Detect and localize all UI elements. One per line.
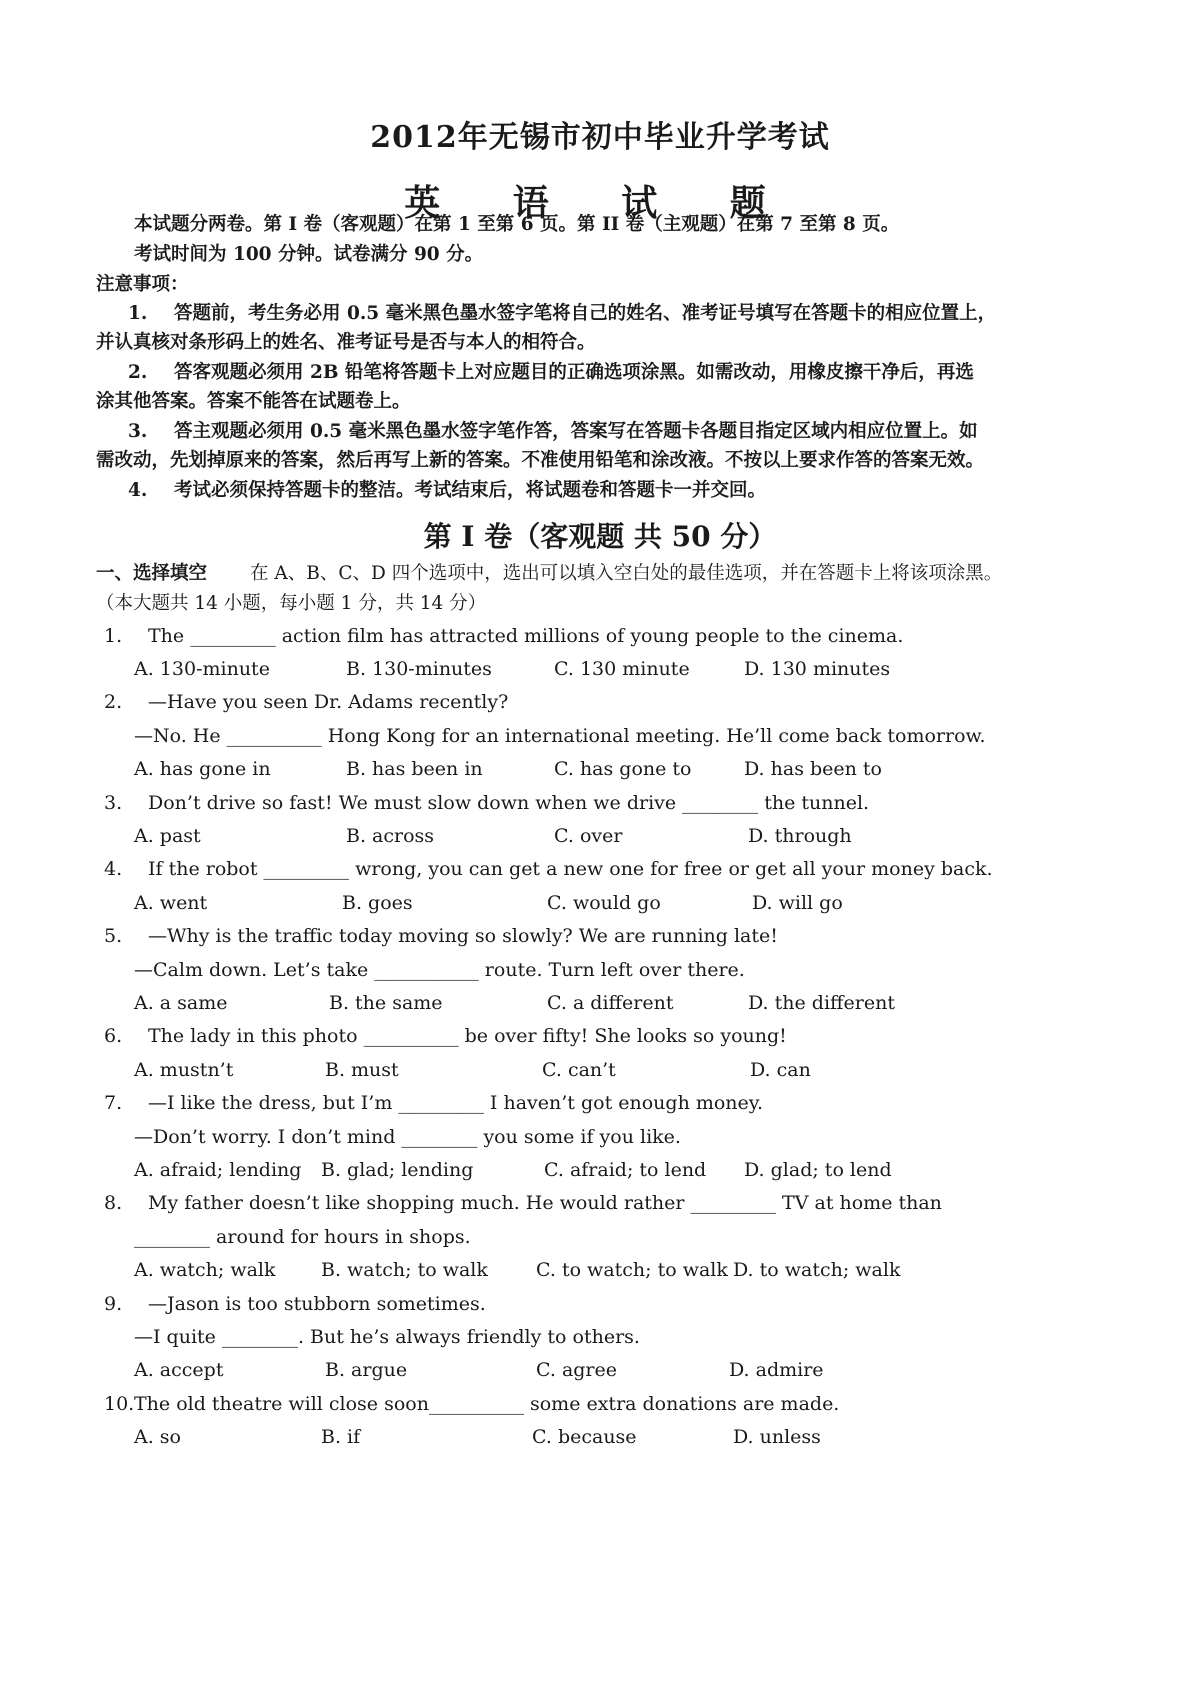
question-7 (104, 1091, 763, 1115)
option-a: A. mustn’t (134, 1059, 234, 1081)
option-b: B. the same (329, 992, 443, 1014)
question-stem: —I like the dress, but I’m _________ I haven’t got enough money. (148, 1092, 764, 1114)
intro-line-1: 本试题分两卷。第 I 卷（客观题）在第 1 至第 6 页。第 II 卷（主观题）在第 7 至第 8 页。 (134, 214, 900, 235)
option-c: C. because (532, 1426, 637, 1448)
option-b: B. argue (325, 1359, 408, 1381)
question-6 (104, 1024, 787, 1048)
question-stem: The old theatre will close soon__________ some extra donations are made. (134, 1393, 840, 1415)
option-a: A. went (134, 892, 208, 914)
option-a: A. accept (134, 1359, 224, 1381)
note-2-number: 2. (128, 362, 148, 383)
question-stem-line-2: —Calm down. Let’s take ___________ route. Turn left over there. (134, 959, 745, 981)
option-d: D. glad; to lend (744, 1159, 892, 1181)
section-title: 第 I 卷（客观题 共 50 分） (423, 520, 777, 553)
question-number: 8. (104, 1192, 123, 1214)
option-d: D. 130 minutes (744, 658, 891, 680)
option-d: D. through (748, 825, 852, 847)
part-heading: 一、选择填空 (96, 563, 208, 584)
option-b: B. 130-minutes (346, 658, 492, 680)
note-1-line-1: 答题前，考生务必用 0.5 毫米黑色墨水签字笔将自己的姓名、准考证号填写在答题卡的相应位置上， (174, 303, 997, 324)
option-d: D. can (750, 1059, 811, 1081)
question-stem: The _________ action film has attracted millions of young people to the cinema. (148, 625, 904, 647)
option-c: C. agree (536, 1359, 618, 1381)
intro-line-2: 考试时间为 100 分钟。试卷满分 90 分。 (134, 244, 484, 265)
option-a: A. past (134, 825, 201, 847)
option-a: A. watch; walk (134, 1259, 276, 1281)
question-number: 3. (104, 792, 123, 814)
option-a: A. so (134, 1426, 181, 1448)
question-stem: —Have you seen Dr. Adams recently? (148, 691, 509, 713)
question-stem: My father doesn’t like shopping much. He would rather _________ TV at home than (148, 1192, 942, 1214)
note-1-number: 1. (128, 303, 148, 324)
question-number: 6. (104, 1025, 123, 1047)
question-stem-line-2: —No. He __________ Hong Kong for an international meeting. He’ll come back tomorrow. (134, 725, 986, 747)
option-b: B. glad; lending (321, 1159, 474, 1181)
question-9 (104, 1292, 486, 1316)
option-c: C. has gone to (554, 758, 692, 780)
option-c: C. afraid; to lend (544, 1159, 707, 1181)
note-1-line-2: 并认真核对条形码上的姓名、准考证号是否与本人的相符合。 (96, 332, 596, 353)
option-b: B. if (321, 1426, 361, 1448)
question-stem: —Why is the traffic today moving so slowly? We are running late! (148, 925, 778, 947)
question-number: 7. (104, 1092, 123, 1114)
note-2-line-1: 答客观题必须用 2B 铅笔将答题卡上对应题目的正确选项涂黑。如需改动，用橡皮擦干净后，再选 (174, 362, 974, 383)
note-3-number: 3. (128, 421, 148, 442)
question-stem-line-2: —Don’t worry. I don’t mind ________ you some if you like. (134, 1126, 681, 1148)
note-3-line-1: 答主观题必须用 0.5 毫米黑色墨水签字笔作答，答案写在答题卡各题目指定区域内相应位置上。如 (174, 421, 978, 442)
option-b: B. watch; to walk (321, 1259, 488, 1281)
option-a: A. has gone in (134, 758, 271, 780)
option-c: C. can’t (542, 1059, 616, 1081)
question-1 (104, 624, 903, 648)
note-4-number: 4. (128, 480, 148, 501)
option-c: C. would go (547, 892, 661, 914)
question-3 (104, 791, 869, 815)
option-c: C. over (554, 825, 623, 847)
question-number: 10. (104, 1393, 135, 1415)
question-stem: Don’t drive so fast! We must slow down when we drive ________ the tunnel. (148, 792, 870, 814)
question-2 (104, 690, 508, 714)
option-d: D. to watch; walk (733, 1259, 901, 1281)
question-number: 2. (104, 691, 123, 713)
question-number: 1. (104, 625, 123, 647)
part-note: （本大题共 14 小题，每小题 1 分，共 14 分） (96, 593, 487, 614)
question-number: 9. (104, 1293, 123, 1315)
question-stem: —Jason is too stubborn sometimes. (148, 1293, 486, 1315)
option-d: D. unless (733, 1426, 821, 1448)
option-d: D. the different (748, 992, 895, 1014)
question-8 (104, 1191, 942, 1215)
question-stem-line-2: —I quite ________. But he’s always friendly to others. (134, 1326, 640, 1348)
option-b: B. across (346, 825, 435, 847)
option-b: B. goes (342, 892, 413, 914)
option-c: C. a different (547, 992, 674, 1014)
option-d: D. admire (729, 1359, 824, 1381)
question-number: 5. (104, 925, 123, 947)
question-stem: The lady in this photo __________ be over fifty! She looks so young! (148, 1025, 787, 1047)
question-stem: If the robot _________ wrong, you can get a new one for free or get all your money back. (148, 858, 993, 880)
question-5 (104, 924, 778, 948)
notes-heading: 注意事项： (96, 274, 189, 295)
option-a: A. afraid; lending (134, 1159, 302, 1181)
option-b: B. must (325, 1059, 399, 1081)
option-c: C. to watch; to walk (536, 1259, 728, 1281)
note-3-line-2: 需改动，先划掉原来的答案，然后再写上新的答案。不准使用铅笔和涂改液。不按以上要求作答的答案无效。 (96, 450, 985, 471)
option-d: D. will go (752, 892, 843, 914)
part-instruction: 在 A、B、C、D 四个选项中，选出可以填入空白处的最佳选项，并在答题卡上将该项涂黑。 (250, 563, 1003, 584)
exam-subject-title: 英 语 试 题 (404, 182, 796, 224)
option-a: A. 130-minute (134, 658, 270, 680)
option-b: B. has been in (346, 758, 483, 780)
question-number: 4. (104, 858, 123, 880)
question-10 (104, 1392, 839, 1416)
option-d: D. has been to (744, 758, 882, 780)
note-4-line-1: 考试必须保持答题卡的整洁。考试结束后，将试题卷和答题卡一并交回。 (174, 480, 767, 501)
exam-title: 2012年无锡市初中毕业升学考试 (370, 120, 830, 155)
option-a: A. a same (134, 992, 228, 1014)
question-stem-line-2: ________ around for hours in shops. (134, 1226, 471, 1248)
option-c: C. 130 minute (554, 658, 690, 680)
note-2-line-2: 涂其他答案。答案不能答在试题卷上。 (96, 391, 411, 412)
question-4 (104, 857, 993, 881)
